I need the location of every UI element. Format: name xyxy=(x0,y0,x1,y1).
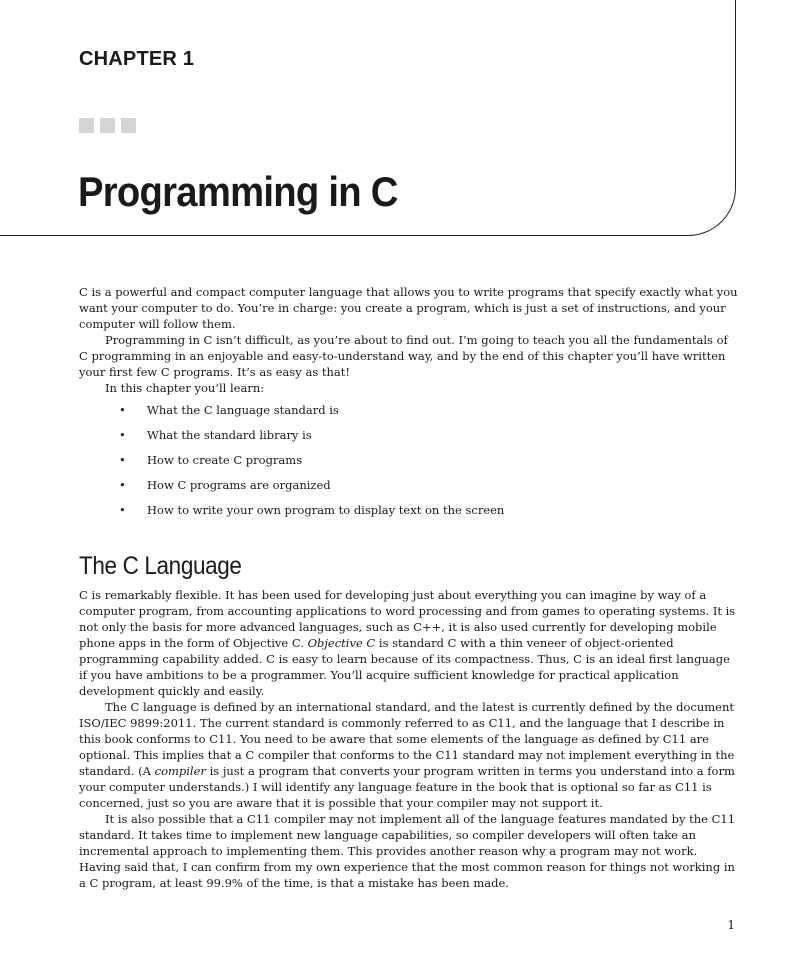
learning-list xyxy=(79,402,739,527)
list-item: • How to write your own program to display text on the screen xyxy=(119,503,505,517)
page-body xyxy=(79,284,739,891)
chapter-title: Programming in C xyxy=(78,168,398,215)
section-heading: The C Language xyxy=(79,552,242,580)
decorative-square xyxy=(79,118,94,133)
chapter-label: CHAPTER 1 xyxy=(79,48,195,70)
bullet-icon: • xyxy=(119,478,126,492)
bullet-icon: • xyxy=(119,428,126,442)
decorative-square xyxy=(121,118,136,133)
intro-paragraph: C is a powerful and compact computer language that allows you to write programs that specify exactly what you want your computer to do. You’re in charge: you create a program, which is just a set of instructions, and your computer will follow them. xyxy=(79,285,738,331)
decorative-squares xyxy=(79,118,136,133)
section-paragraph: The C language is defined by an international standard, and the latest is currently defined by the document ISO/IEC 9899:2011. The current standard is commonly referred to as C11, and the language that I describe in this book conforms to C11. You need to be aware that some elements of the language as defined by C11 are optional. This implies that a C compiler that conforms to the C11 standard may not implement everything in the standard. (A compiler is just a program that converts your program written in terms you understand into a form your computer understands.) I will identify any language feature in the book that is optional so far as C11 is concerned, just so you are aware that it is possible that your compiler may not support it. xyxy=(79,700,735,810)
section-paragraph: C is remarkably flexible. It has been used for developing just about everything you can imagine by way of a computer program, from accounting applications to word processing and from games to operating systems. It is not only the basis for more advanced languages, such as C++, it is also used currently for developing mobile phone apps in the form of Objective C. Objective C is standard C with a thin veneer of object-oriented programming capability added. C is easy to learn because of its compactness. Thus, C is an ideal first language if you have ambitions to be a programmer. You’ll acquire sufficient knowledge for practical application development quickly and easily. xyxy=(79,588,736,698)
list-item: • How C programs are organized xyxy=(119,478,331,492)
decorative-square xyxy=(100,118,115,133)
bullet-icon: • xyxy=(119,503,126,517)
section-paragraph: It is also possible that a C11 compiler may not implement all of the language features mandated by the C11 standard. It takes time to implement new language capabilities, so compiler developers will often take an incremental approach to implementing them. This provides another reason why a program may not work. Having said that, I can confirm from my own experience that the most common reason for things not working in a C program, at least 99.9% of the time, is that a mistake has been made. xyxy=(79,812,736,890)
page-number: 1 xyxy=(727,918,735,932)
list-item: • What the C language standard is xyxy=(119,403,339,417)
bullet-icon: • xyxy=(119,453,126,467)
intro-paragraph: In this chapter you’ll learn: xyxy=(105,381,265,395)
list-item: • What the standard library is xyxy=(119,428,312,442)
intro-paragraph: Programming in C isn’t difficult, as you’re about to find out. I’m going to teach you all the fundamentals of C programming in an enjoyable and easy-to-understand way, and by the end of this chapter you’ll have written your first few C programs. It’s as easy as that! xyxy=(79,333,728,379)
bullet-icon: • xyxy=(119,403,126,417)
list-item: • How to create C programs xyxy=(119,453,303,467)
